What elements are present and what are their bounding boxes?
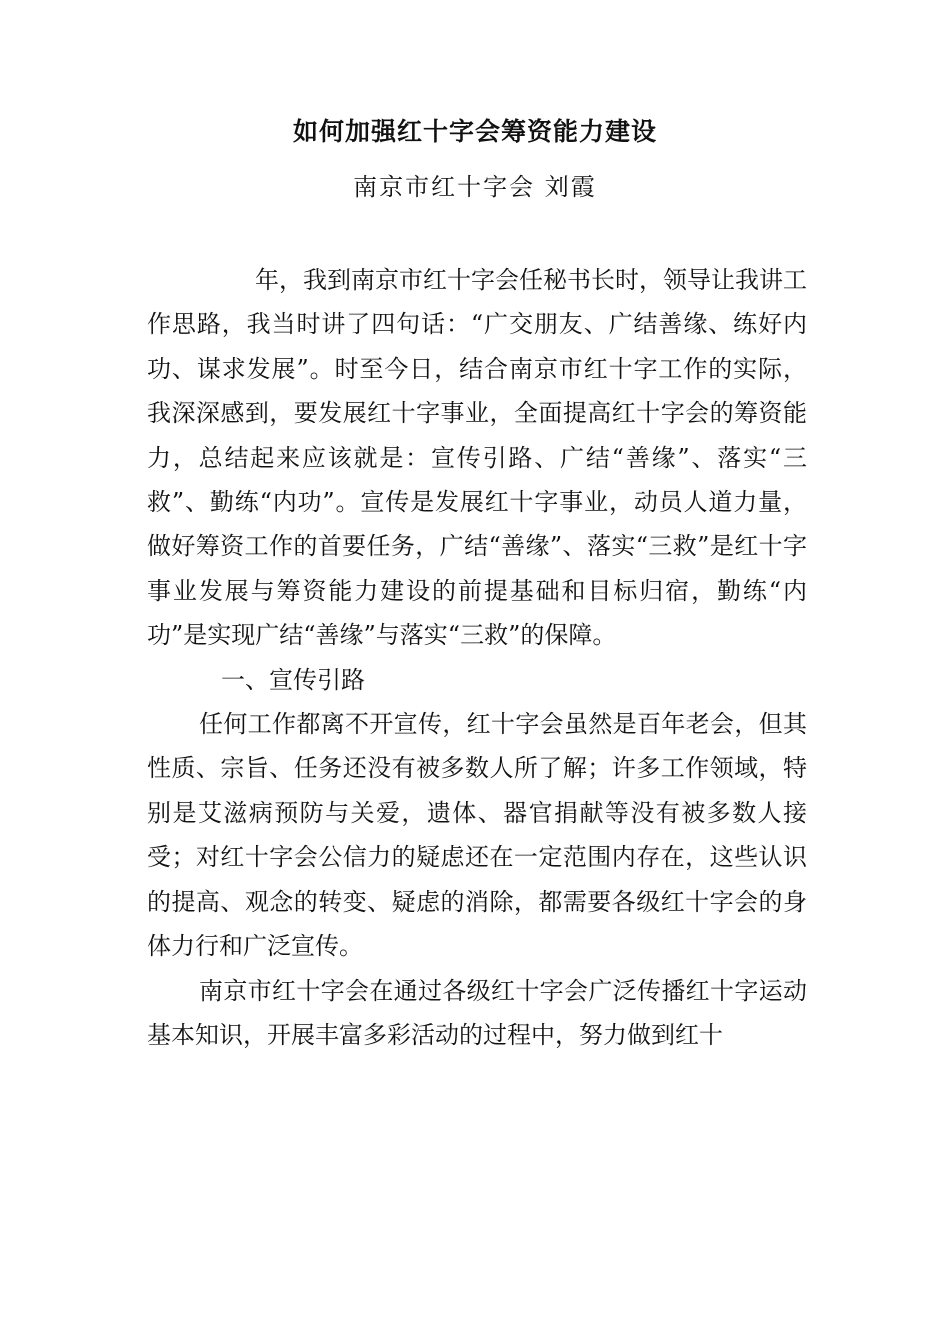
document-body <box>147 258 807 1057</box>
paragraph-nanjing: 南京市红十字会在通过各级红十字会广泛传播红十字运动基本知识，开展丰富多彩活动的过程中，努力做到红十 <box>147 976 807 1049</box>
section-heading: 一、宣传引路 <box>221 665 365 694</box>
author-line: 南京市红十字会 刘霞 <box>353 173 597 201</box>
paragraph-publicity: 任何工作都离不开宣传，红十字会虽然是百年老会，但其性质、宗旨、任务还没有被多数人所了解；许多工作领域，特别是艾滋病预防与关爱，遗体、器官捐献等没有被多数人接受；对红十字会公信力的疑虑还在一定范围内存在，这些认识的提高、观念的转变、疑虑的消除，都需要各级红十字会的身体力行和广泛宣传。 <box>147 710 807 961</box>
paragraph-intro: 年，我到南京市红十字会任秘书长时，领导让我讲工作思路，我当时讲了四句话：“广交朋友、广结善缘、练好内功、谋求发展”。时至今日，结合南京市红十字工作的实际，我深深感到，要发展红十字事业，全面提高红十字会的筹资能力，总结起来应该就是：宣传引路、广结“善缘”、落实“三救”、勤练“内功”。宣传是发展红十字事业，动员人道力量，做好筹资工作的首要任务，广结“善缘”、落实“三救”是红十字事业发展与筹资能力建设的前提基础和目标归宿，勤练“内功”是实现广结“善缘”与落实“三救”的保障。 <box>147 266 807 650</box>
document-title: 如何加强红十字会筹资能力建设 <box>292 117 657 146</box>
